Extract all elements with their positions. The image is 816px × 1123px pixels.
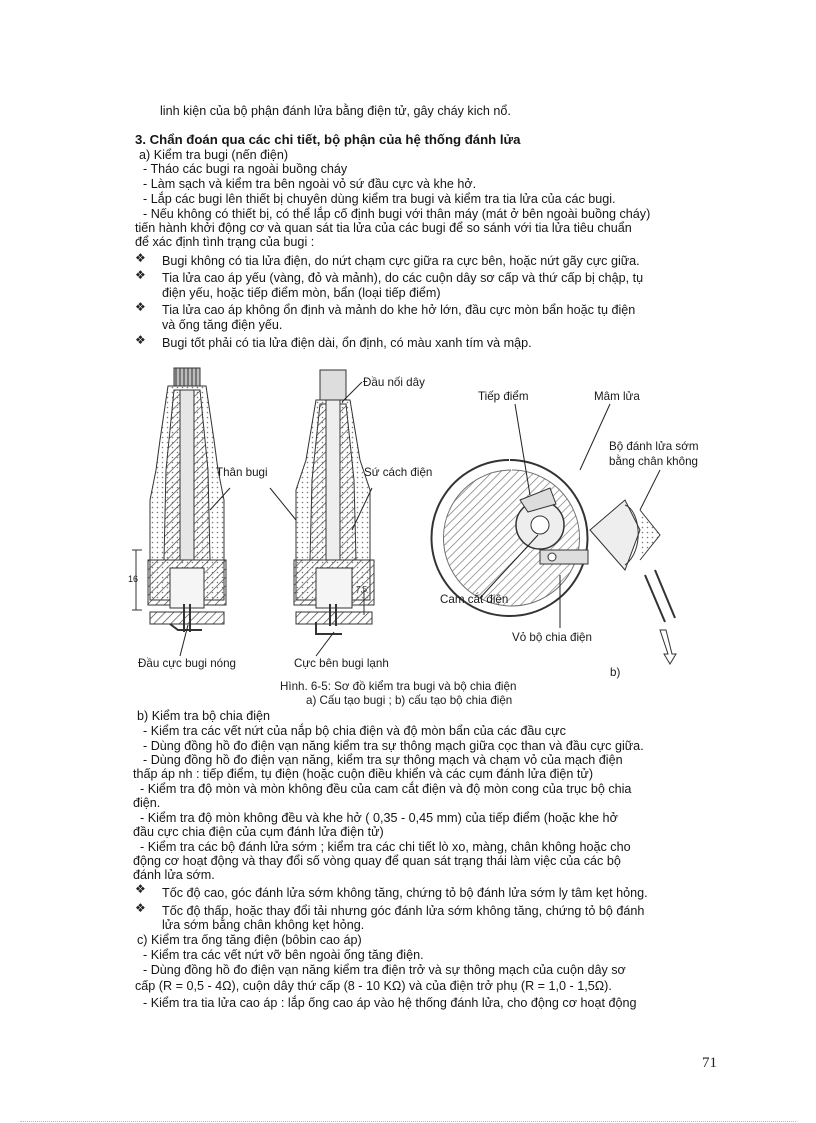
part-b-step: đầu cực chia điện của cụm đánh lửa điện tử) bbox=[133, 825, 384, 839]
part-b-title: b) Kiểm tra bộ chia điện bbox=[137, 709, 271, 723]
part-b-step: đánh lửa sớm. bbox=[133, 868, 215, 882]
part-b-step: - Dùng đồng hồ đo điện vạn năng kiểm tra sự thông mạch giữa cọc than và đầu cực giữa. bbox=[143, 739, 644, 753]
part-b-step: - Kiểm tra độ mòn và mòn không đều của cam cắt điện và độ mòn cong của trục bộ chia bbox=[140, 782, 632, 796]
part-a-bullet: Bugi không có tia lửa điện, do nứt chạm cực giữa ra cực bên, hoặc nứt gãy cực giữa. bbox=[162, 254, 640, 268]
label-bo-danh-lua-som-2: bằng chân không bbox=[609, 455, 698, 468]
label-vo-bo-chia-dien: Vỏ bộ chia điện bbox=[512, 631, 592, 644]
dim-75: 7,5 bbox=[356, 585, 368, 594]
part-b-step: thấp áp nh : tiếp điểm, tụ điện (hoặc cuộn điều khiển và các cụm đánh lửa điện tử) bbox=[133, 767, 594, 781]
bullet-icon: ❖ bbox=[135, 268, 146, 282]
part-b-step: - Kiểm tra các bộ đánh lửa sớm ; kiểm tra các chi tiết lò xo, màng, chân không hoặc cho bbox=[140, 840, 631, 854]
part-c-step: - Kiểm tra tia lửa cao áp : lắp ống cao áp vào hệ thống đánh lửa, cho động cơ hoạt động bbox=[143, 996, 637, 1010]
part-a-step: - Lắp các bugi lên thiết bị chuyên dùng kiểm tra bugi và kiểm tra tia lửa của các bugi. bbox=[143, 192, 616, 206]
part-a-bullet: điện yếu, hoặc tiếp điểm mòn, bẩn (loại tiếp điểm) bbox=[162, 286, 441, 300]
bullet-icon: ❖ bbox=[135, 251, 146, 265]
bullet-icon: ❖ bbox=[135, 901, 146, 915]
part-c-title: c) Kiểm tra ống tăng điện (bôbin cao áp) bbox=[137, 933, 362, 947]
part-a-step: - Làm sạch và kiểm tra bên ngoài vỏ sứ đầu cực và khe hở. bbox=[143, 177, 477, 191]
part-b-step: - Kiểm tra các vết nứt của nắp bộ chia điện và độ mòn bẩn của các đầu cực bbox=[143, 724, 566, 738]
part-a-step: để xác định tình trạng của bugi : bbox=[135, 235, 315, 249]
label-cuc-ben-bugi-lanh: Cực bên bugi lạnh bbox=[294, 657, 389, 670]
part-a-bullet: Tia lửa cao áp không ổn định và mảnh do khe hở lớn, đầu cực mòn bẩn hoặc tụ điện bbox=[162, 303, 636, 317]
label-b: b) bbox=[610, 666, 621, 679]
part-b-step: - Dùng đồng hồ đo điện vạn năng, kiểm tra sự thông mạch và chạm vỏ của mạch điện bbox=[143, 753, 623, 767]
label-than-bugi: Thân bugi bbox=[216, 466, 268, 479]
part-c-step: - Kiểm tra các vết nứt vỡ bên ngoài ống tăng điện. bbox=[143, 948, 424, 962]
spark-plug-hot bbox=[128, 368, 226, 632]
part-a-bullet: Bugi tốt phải có tia lửa điện dài, ổn định, có màu xanh tím và mập. bbox=[162, 336, 532, 350]
part-b-step: điện. bbox=[133, 796, 161, 810]
part-a-step: tiến hành khởi động cơ và quan sát tia lửa của các bugi để so sánh với tia lửa tiêu chuẩn bbox=[135, 221, 632, 235]
label-dau-cuc-bugi-nong: Đầu cực bugi nóng bbox=[138, 657, 236, 670]
label-mam-lua: Mâm lửa bbox=[594, 390, 640, 403]
intro-line: linh kiện của bộ phận đánh lửa bằng điện tử, gây cháy kich nổ. bbox=[160, 104, 511, 118]
part-b-bullet: Tốc độ cao, góc đánh lửa sớm không tăng, chứng tỏ bộ đánh lửa sớm ly tâm kẹt hỏng. bbox=[162, 886, 648, 900]
part-a-title: a) Kiểm tra bugi (nến điện) bbox=[139, 148, 289, 162]
part-a-bullet: và ống tăng điện yếu. bbox=[162, 318, 283, 332]
bottom-divider bbox=[20, 1121, 796, 1122]
part-b-step: - Kiểm tra độ mòn không đều và khe hở ( 0,35 - 0,45 mm) của tiếp điểm (hoặc khe hở bbox=[140, 811, 618, 825]
label-dau-noi-day: Đầu nối dây bbox=[363, 376, 425, 389]
bullet-icon: ❖ bbox=[135, 333, 146, 347]
section-heading: 3. Chẩn đoán qua các chi tiết, bộ phận của hệ thống đánh lửa bbox=[135, 132, 521, 147]
figure-subcaption: a) Cấu tạo bugi ; b) cấu tạo bộ chia điện bbox=[306, 694, 513, 707]
part-b-step: động cơ hoạt động và thay đổi số vòng quay để quan sát trạng thái làm việc của các bộ bbox=[133, 854, 621, 868]
part-b-bullet: lửa sớm bằng chân không kẹt hỏng. bbox=[162, 918, 365, 932]
figure-caption: Hình. 6-5: Sơ đồ kiểm tra bugi và bộ chia điện bbox=[280, 680, 517, 693]
part-b-bullet: Tốc độ thấp, hoặc thay đổi tải nhưng góc đánh lửa sớm không tăng, chứng tỏ bộ đánh bbox=[162, 904, 645, 918]
label-su-cach-dien: Sứ cách điện bbox=[364, 466, 433, 479]
part-c-step: - Dùng đồng hồ đo điện vạn năng kiểm tra điện trở và sự thông mạch của cuộn dây sơ bbox=[143, 963, 626, 977]
figure-spark-plug-distributor bbox=[120, 360, 730, 712]
bullet-icon: ❖ bbox=[135, 300, 146, 314]
part-a-step: - Tháo các bugi ra ngoài buồng cháy bbox=[143, 162, 348, 176]
label-cam-cat-dien: Cam cắt điện bbox=[440, 593, 509, 606]
dim-16: 16 bbox=[128, 574, 139, 584]
page-number: 71 bbox=[702, 1055, 717, 1071]
bullet-icon: ❖ bbox=[135, 882, 146, 896]
part-c-step: cấp (R = 0,5 - 4Ω), cuộn dây thứ cấp (8 - 10 KΩ) và của điện trở phụ (R = 1,0 - 1,5Ω). bbox=[135, 979, 612, 993]
part-a-step: - Nếu không có thiết bị, có thể lắp cố định bugi với thân máy (mát ở bên ngoài buồng cháy) bbox=[143, 207, 651, 221]
spark-plug-cold bbox=[294, 370, 374, 634]
label-bo-danh-lua-som-1: Bộ đánh lửa sớm bbox=[609, 440, 699, 453]
part-a-bullet: Tia lửa cao áp yếu (vàng, đỏ và mảnh), do các cuộn dây sơ cấp và thứ cấp bị chập, tụ bbox=[162, 271, 644, 285]
label-tiep-diem: Tiếp điểm bbox=[478, 390, 529, 403]
